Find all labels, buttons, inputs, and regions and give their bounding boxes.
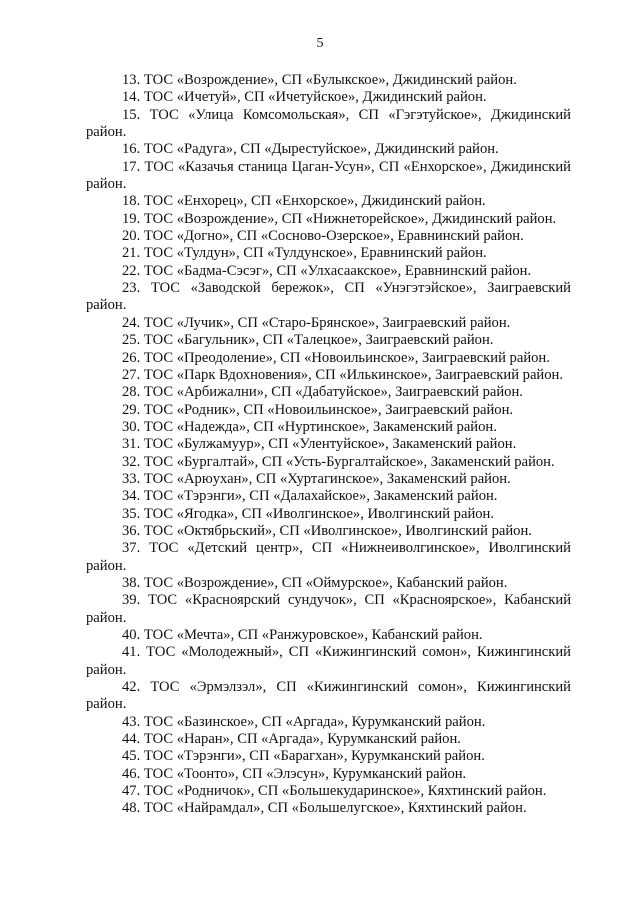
list-item: 35. ТОС «Ягодка», СП «Иволгинское», Иволгинский район. [122, 505, 495, 522]
list-item: 46. ТОС «Тоонто», СП «Элэсун», Курумканский район. [122, 765, 467, 782]
list-item: 14. ТОС «Ичетуй», СП «Ичетуйское», Джидинский район. [122, 89, 487, 106]
list-item: 24. ТОС «Лучик», СП «Старо-Брянское», Заиграевский район. [122, 314, 511, 331]
list-item: 23. ТОС «Заводской бережок», СП «Унэгэтэйское», Заиграевский район. [86, 280, 571, 314]
list-item: 28. ТОС «Арбижални», СП «Дабатуйское», Заиграевский район. [122, 384, 523, 401]
list-item: 20. ТОС «Догно», СП «Сосново-Озерское», Еравнинский район. [122, 228, 524, 245]
list-item: 22. ТОС «Бадма-Сэсэг», СП «Улхасаакское», Еравнинский район. [122, 262, 532, 279]
list-item: 45. ТОС «Тэрэнги», СП «Барагхан», Курумканский район. [122, 748, 485, 765]
list-item: 17. ТОС «Казачья станица Цаган-Усун», СП «Енхорское», Джидинский район. [86, 158, 571, 193]
list-item: 13. ТОС «Возрождение», СП «Булыкское», Джидинский район. [122, 72, 517, 88]
list-item: 26. ТОС «Преодоление», СП «Новоильинское», Заиграевский район. [122, 349, 550, 366]
list-item: 32. ТОС «Бургалтай», СП «Усть-Бургалтайское», Закаменский район. [122, 453, 555, 470]
list-item: 19. ТОС «Возрождение», СП «Нижнеторейское», Джидинский район. [122, 210, 557, 227]
list-item: 37. ТОС «Детский центр», СП «Нижнеиволгинское», Иволгинский район. [86, 540, 571, 574]
list-item: 47. ТОС «Родничок», СП «Большекударинское», Кяхтинский район. [122, 783, 547, 800]
list-item: 16. ТОС «Радуга», СП «Дырестуйское», Джидинский район. [122, 141, 499, 158]
list-item: 38. ТОС «Возрождение», СП «Оймурское», Кабанский район. [122, 574, 508, 591]
list-item: 15. ТОС «Улица Комсомольская», СП «Гэгэтуйское», Джидинский район. [86, 106, 571, 141]
list-item: 42. ТОС «Эрмэлзэл», СП «Кижингинский сомон», Кижингинский район. [86, 679, 571, 713]
list-item: 33. ТОС «Арюухан», СП «Хуртагинское», Закаменский район. [122, 470, 511, 487]
list-item: 27. ТОС «Парк Вдохновения», СП «Илькинское», Заиграевский район. [122, 366, 563, 383]
list-item: 43. ТОС «Базинское», СП «Аргада», Курумканский район. [122, 713, 486, 730]
list-item: 36. ТОС «Октябрьский», СП «Иволгинское», Иволгинский район. [122, 522, 532, 539]
list-item: 18. ТОС «Енхорец», СП «Енхорское», Джидинский район. [122, 193, 486, 210]
list-item: 39. ТОС «Красноярский сундучок», СП «Красноярское», Кабанский район. [86, 592, 571, 626]
page-number: 5 [316, 36, 324, 51]
list-item: 30. ТОС «Надежда», СП «Нуртинское», Закаменский район. [122, 418, 497, 435]
list-item: 31. ТОС «Булжамуур», СП «Улентуйское», Закаменский район. [122, 436, 517, 453]
list-item: 40. ТОС «Мечта», СП «Ранжуровское», Кабанский район. [122, 627, 483, 643]
list-item: 34. ТОС «Тэрэнги», СП «Далахайское», Закаменский район. [122, 488, 498, 505]
list-item: 29. ТОС «Родник», СП «Новоильинское», Заиграевский район. [122, 401, 514, 418]
list-item: 41. ТОС «Молодежный», СП «Кижингинский сомон», Кижингинский район. [86, 644, 571, 678]
document-body [86, 72, 571, 818]
list-item: 44. ТОС «Наран», СП «Аргада», Курумканский район. [122, 731, 461, 748]
list-item: 21. ТОС «Тулдун», СП «Тулдунское», Еравнинский район. [122, 245, 487, 262]
list-item: 25. ТОС «Багульник», СП «Талецкое», Заиграевский район. [122, 332, 494, 349]
list-item: 48. ТОС «Найрамдал», СП «Большелугское», Кяхтинский район. [122, 800, 527, 817]
